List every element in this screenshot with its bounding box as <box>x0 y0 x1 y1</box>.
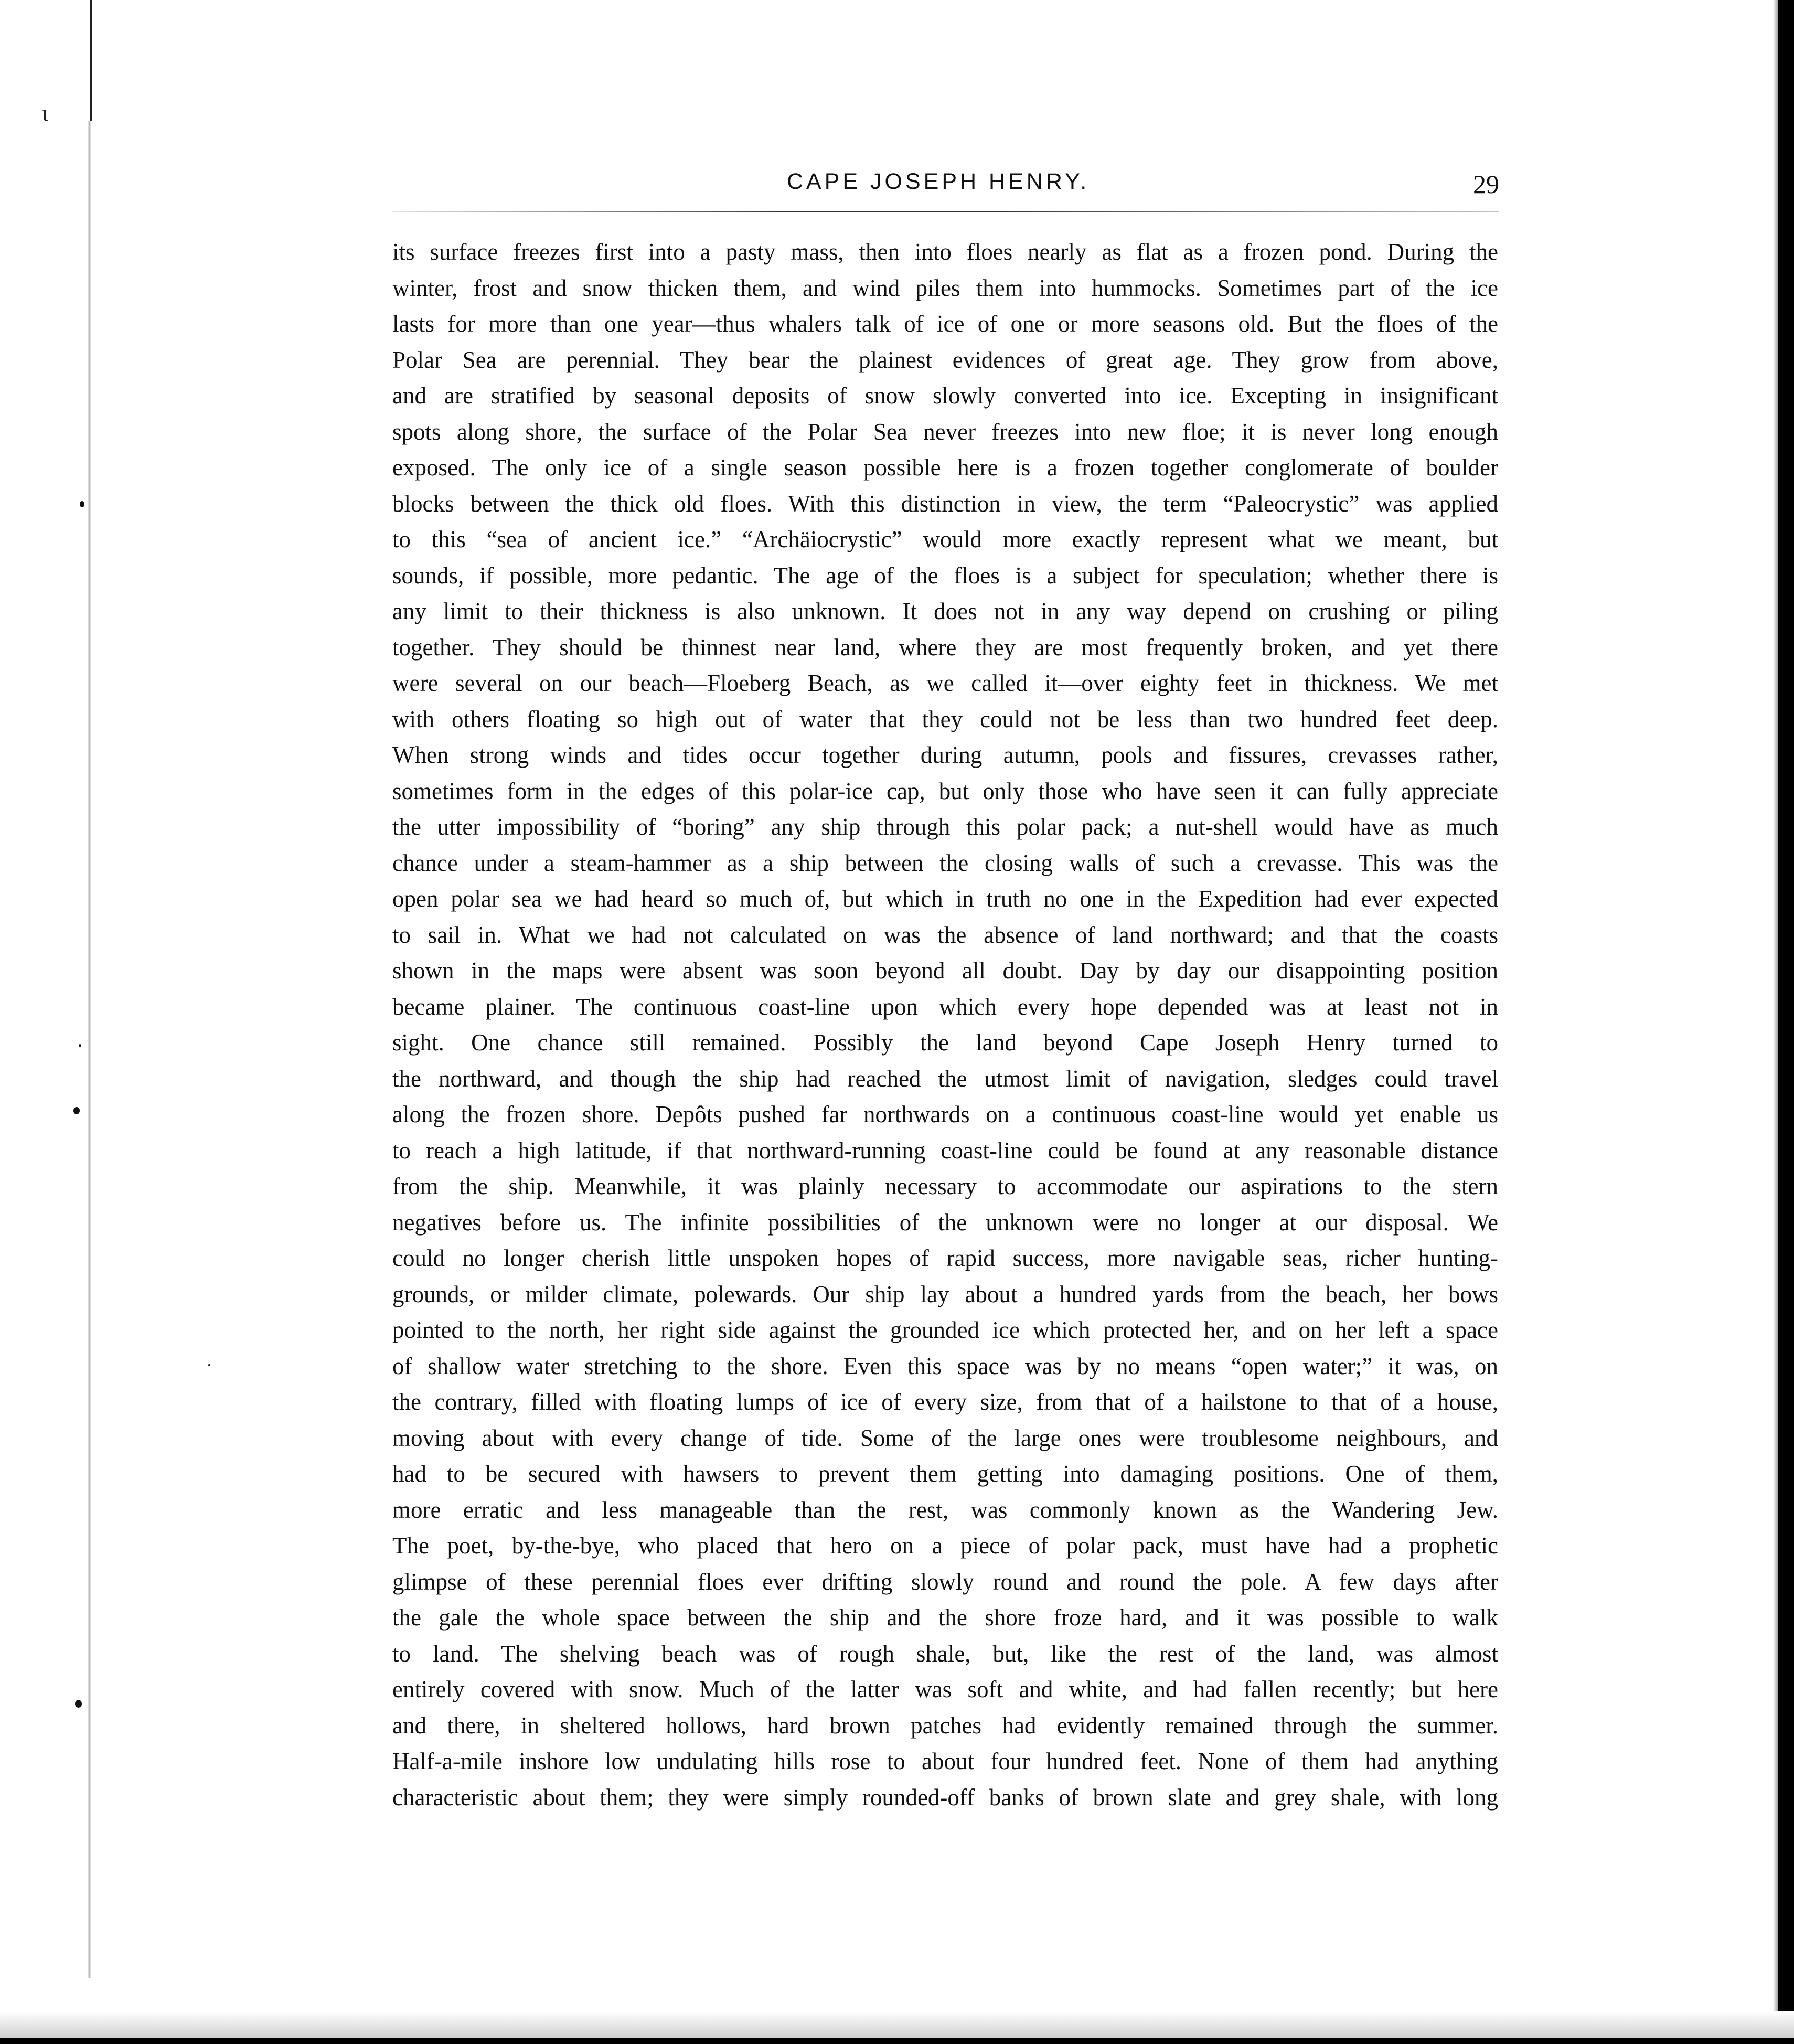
text-line: could no longer cherish little unspoken hopes of rapid success, more navigable seas, richer hunting- <box>392 1245 1498 1271</box>
text-line: When strong winds and tides occur together during autumn, pools and fissures, crevasses rather, <box>392 742 1498 768</box>
margin-speck <box>80 501 84 507</box>
text-line: became plainer. The continuous coast-line upon which every hope depended was at least not in <box>392 993 1498 1020</box>
text-line: characteristic about them; they were simply rounded-off banks of brown slate and grey shale, with long <box>392 1784 1498 1811</box>
margin-speck <box>79 1044 81 1047</box>
text-line: had to be secured with hawsers to prevent them getting into damaging positions. One of them, <box>392 1461 1498 1487</box>
text-line: negatives before us. The infinite possibilities of the unknown were no longer at our disposal. We <box>392 1209 1498 1236</box>
text-line: along the frozen shore. Depôts pushed far northwards on a continuous coast-line would yet enable us <box>392 1101 1498 1127</box>
text-line: to sail in. What we had not calculated on was the absence of land northward; and that the coasts <box>392 921 1498 948</box>
text-line: entirely covered with snow. Much of the latter was soft and white, and had fallen recently; but here <box>392 1676 1498 1702</box>
header-rule <box>392 211 1499 212</box>
text-line: spots along shore, the surface of the Polar Sea never freezes into new floe; it is never long enough <box>392 418 1498 445</box>
text-line: lasts for more than one year—thus whalers talk of ice of one or more seasons old. But the floes of the <box>392 311 1498 337</box>
text-line: shown in the maps were absent was soon beyond all doubt. Day by day our disappointing position <box>392 957 1498 984</box>
margin-mark: ι <box>42 100 48 126</box>
text-line: winter, frost and snow thicken them, and wind piles them into hummocks. Sometimes part of the ice <box>392 274 1498 301</box>
text-line: pointed to the north, her right side against the grounded ice which protected her, and on her left a space <box>392 1317 1498 1343</box>
text-line: more erratic and less manageable than the rest, was commonly known as the Wandering Jew. <box>392 1496 1498 1523</box>
text-line: from the ship. Meanwhile, it was plainly necessary to accommodate our aspirations to the stern <box>392 1173 1498 1199</box>
text-line: blocks between the thick old floes. With this distinction in view, the term “Paleocrystic” was applied <box>392 490 1498 517</box>
text-line: the utter impossibility of “boring” any ship through this polar pack; a nut-shell would have as much <box>392 814 1498 840</box>
page-bottom-shadow <box>0 2011 1794 2038</box>
margin-speck <box>208 1364 210 1366</box>
text-line: open polar sea we had heard so much of, but which in truth no one in the Expedition had ever expected <box>392 886 1498 912</box>
text-line: The poet, by-the-bye, who placed that hero on a piece of polar pack, must have had a prophetic <box>392 1532 1498 1559</box>
text-line: Half-a-mile inshore low undulating hills rose to about four hundred feet. None of them had anything <box>392 1748 1498 1774</box>
binding-edge-dark <box>90 0 92 121</box>
text-line: to land. The shelving beach was of rough shale, but, like the rest of the land, was almost <box>392 1640 1498 1667</box>
text-line: sight. One chance still remained. Possibly the land beyond Cape Joseph Henry turned to <box>392 1029 1498 1056</box>
text-line: to reach a high latitude, if that northward-running coast-line could be found at any reasonable distance <box>392 1137 1498 1164</box>
text-line: were several on our beach—Floeberg Beach, as we called it—over eighty feet in thickness. We met <box>392 670 1498 696</box>
scan-border-right <box>1778 0 1794 2044</box>
text-line: sounds, if possible, more pedantic. The age of the floes is a subject for speculation; whether there is <box>392 562 1498 589</box>
binding-edge <box>88 121 91 1978</box>
text-line: chance under a steam-hammer as a ship between the closing walls of such a crevasse. This was the <box>392 849 1498 876</box>
text-line: the northward, and though the ship had reached the utmost limit of navigation, sledges could travel <box>392 1065 1498 1092</box>
page-number: 29 <box>1473 169 1499 199</box>
text-line: and are stratified by seasonal deposits of snow slowly converted into ice. Excepting in insignificant <box>392 382 1498 409</box>
text-line: moving about with every change of tide. Some of the large ones were troublesome neighbours, and <box>392 1424 1498 1451</box>
scan-border-bottom <box>0 2038 1794 2044</box>
text-line: its surface freezes first into a pasty mass, then into floes nearly as flat as a frozen pond. During the <box>392 239 1498 265</box>
text-line: sometimes form in the edges of this polar-ice cap, but only those who have seen it can fully appreciate <box>392 778 1498 804</box>
text-line: together. They should be thinnest near land, where they are most frequently broken, and yet there <box>392 634 1498 661</box>
body-paragraph <box>392 234 1498 1815</box>
text-line: of shallow water stretching to the shore. Even this space was by no means “open water;” it was, on <box>392 1353 1498 1379</box>
text-line: and there, in sheltered hollows, hard brown patches had evidently remained through the summer. <box>392 1712 1498 1739</box>
text-line: to this “sea of ancient ice.” “Archäiocrystic” would more exactly represent what we meant, but <box>392 526 1498 552</box>
text-line: Polar Sea are perennial. They bear the plainest evidences of great age. They grow from above, <box>392 346 1498 373</box>
text-line: glimpse of these perennial floes ever drifting slowly round and round the pole. A few days after <box>392 1568 1498 1595</box>
running-title: CAPE JOSEPH HENRY. <box>787 169 1090 194</box>
text-line: exposed. The only ice of a single season possible here is a frozen together conglomerate of boulder <box>392 454 1498 481</box>
text-line: any limit to their thickness is also unknown. It does not in any way depend on crushing or piling <box>392 598 1498 624</box>
text-line: grounds, or milder climate, polewards. Our ship lay about a hundred yards from the beach, her bows <box>392 1281 1498 1307</box>
page-edge-shadow <box>1773 0 1778 2044</box>
margin-speck <box>75 1700 82 1708</box>
text-line: the contrary, filled with floating lumps of ice of every size, from that of a hailstone to that of a house, <box>392 1389 1498 1415</box>
text-line: the gale the whole space between the ship and the shore froze hard, and it was possible to walk <box>392 1604 1498 1631</box>
margin-speck <box>73 1107 80 1114</box>
text-line: with others floating so high out of water that they could not be less than two hundred feet deep. <box>392 706 1498 732</box>
